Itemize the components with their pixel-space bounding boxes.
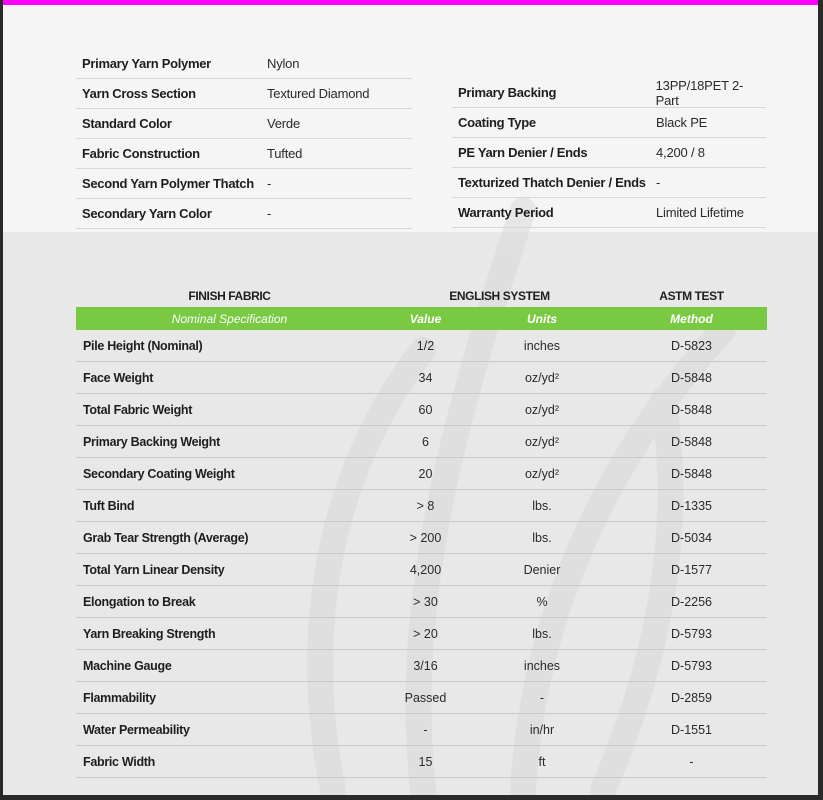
spec-label: Fabric Construction xyxy=(82,146,200,161)
table-row xyxy=(76,426,767,458)
spec-row xyxy=(452,78,766,108)
row-method: D-2859 xyxy=(671,690,712,705)
spec-sheet-page xyxy=(3,0,818,795)
row-method: D-5848 xyxy=(671,402,712,417)
row-name: Flammability xyxy=(83,690,156,705)
row-value: - xyxy=(423,722,428,737)
row-method: D-5848 xyxy=(671,466,712,481)
table-row xyxy=(76,362,767,394)
table-row xyxy=(76,618,767,650)
table-group-header xyxy=(76,284,767,307)
group-header-astm: ASTM TEST xyxy=(659,288,724,303)
spec-value: Textured Diamond xyxy=(267,86,370,101)
row-value: > 8 xyxy=(416,498,435,513)
spec-row xyxy=(452,198,766,228)
spec-value: - xyxy=(267,176,272,191)
column-header-method: Method xyxy=(670,311,713,326)
row-units: oz/yd² xyxy=(524,466,560,481)
row-units: ft xyxy=(538,754,546,769)
spec-label: Standard Color xyxy=(82,116,172,131)
row-value: > 200 xyxy=(409,530,442,545)
row-name: Secondary Coating Weight xyxy=(83,466,235,481)
row-name: Primary Backing Weight xyxy=(83,434,220,449)
row-method: D-1335 xyxy=(671,498,712,513)
row-value: 1/2 xyxy=(416,338,435,353)
row-value: 20 xyxy=(418,466,433,481)
row-method: D-2256 xyxy=(671,594,712,609)
row-name: Water Permeability xyxy=(83,722,190,737)
spec-label: Primary Backing xyxy=(458,85,557,100)
row-name: Elongation to Break xyxy=(83,594,196,609)
spec-row xyxy=(76,49,412,79)
spec-list-left xyxy=(76,49,412,229)
spec-row xyxy=(452,108,766,138)
spec-label: Secondary Yarn Color xyxy=(82,206,212,221)
row-units: inches xyxy=(523,658,561,673)
column-header-value: Value xyxy=(409,311,442,326)
spec-row xyxy=(452,138,766,168)
spec-row xyxy=(76,79,412,109)
row-name: Face Weight xyxy=(83,370,154,385)
row-method: D-5848 xyxy=(671,370,712,385)
spec-row xyxy=(76,139,412,169)
spec-value: Verde xyxy=(267,116,300,131)
row-value: > 20 xyxy=(413,626,438,641)
spec-list-right xyxy=(452,78,766,228)
row-name: Total Fabric Weight xyxy=(83,402,193,417)
row-units: oz/yd² xyxy=(524,402,560,417)
row-method: D-1551 xyxy=(671,722,712,737)
column-header-spec: Nominal Specification xyxy=(171,311,288,326)
spec-row xyxy=(76,199,412,229)
spec-label: Texturized Thatch Denier / Ends xyxy=(458,175,646,190)
row-units: lbs. xyxy=(532,530,552,545)
row-units: lbs. xyxy=(532,626,552,641)
row-method: D-5823 xyxy=(671,338,712,353)
spec-label: Yarn Cross Section xyxy=(82,86,196,101)
spec-value: Tufted xyxy=(267,146,303,161)
row-name: Yarn Breaking Strength xyxy=(83,626,216,641)
table-row xyxy=(76,682,767,714)
row-value: 4,200 xyxy=(409,562,442,577)
row-units: - xyxy=(539,690,545,705)
row-method: - xyxy=(689,754,694,769)
row-units: lbs. xyxy=(532,498,552,513)
row-method: D-1577 xyxy=(671,562,712,577)
spec-label: PE Yarn Denier / Ends xyxy=(458,145,588,160)
row-value: > 30 xyxy=(413,594,438,609)
row-value: 6 xyxy=(422,434,429,449)
group-header-english: ENGLISH SYSTEM xyxy=(449,288,550,303)
spec-label: Primary Yarn Polymer xyxy=(82,56,211,71)
spec-row xyxy=(76,169,412,199)
spec-value: 4,200 / 8 xyxy=(656,145,705,160)
row-units: Denier xyxy=(523,562,561,577)
column-header-units: Units xyxy=(527,311,557,326)
table-row xyxy=(76,650,767,682)
row-units: inches xyxy=(523,338,561,353)
table-row xyxy=(76,458,767,490)
spec-value: Black PE xyxy=(656,115,708,130)
row-value: 34 xyxy=(418,370,433,385)
row-name: Total Yarn Linear Density xyxy=(83,562,225,577)
table-row xyxy=(76,714,767,746)
spec-value: Nylon xyxy=(267,56,300,71)
spec-label: Second Yarn Polymer Thatch xyxy=(82,176,254,191)
row-units: oz/yd² xyxy=(524,434,560,449)
row-name: Pile Height (Nominal) xyxy=(83,338,203,353)
finish-fabric-table xyxy=(76,284,767,778)
spec-label: Warranty Period xyxy=(458,205,554,220)
table-body xyxy=(76,330,767,778)
row-name: Fabric Width xyxy=(83,754,155,769)
table-row xyxy=(76,394,767,426)
row-method: D-5793 xyxy=(671,658,712,673)
row-value: 3/16 xyxy=(413,658,438,673)
table-row xyxy=(76,490,767,522)
spec-label: Coating Type xyxy=(458,115,536,130)
spec-value: Limited Lifetime xyxy=(656,205,744,220)
row-name: Grab Tear Strength (Average) xyxy=(83,530,249,545)
row-name: Machine Gauge xyxy=(83,658,172,673)
group-header-finish: FINISH FABRIC xyxy=(188,288,271,303)
row-units: oz/yd² xyxy=(524,370,560,385)
spec-row xyxy=(76,109,412,139)
row-units: in/hr xyxy=(529,722,555,737)
row-method: D-5034 xyxy=(671,530,712,545)
spec-row xyxy=(452,168,766,198)
row-value: 15 xyxy=(418,754,433,769)
spec-value: 13PP/18PET 2-Part xyxy=(655,77,744,108)
row-value: Passed xyxy=(404,690,447,705)
table-row xyxy=(76,586,767,618)
table-row xyxy=(76,746,767,778)
table-column-header xyxy=(76,307,767,330)
row-method: D-5848 xyxy=(671,434,712,449)
spec-value: - xyxy=(656,175,661,190)
table-row xyxy=(76,330,767,362)
row-name: Tuft Bind xyxy=(83,498,135,513)
spec-value: - xyxy=(267,206,272,221)
table-row xyxy=(76,554,767,586)
row-units: % xyxy=(536,594,548,609)
row-value: 60 xyxy=(418,402,433,417)
table-row xyxy=(76,522,767,554)
row-method: D-5793 xyxy=(671,626,712,641)
